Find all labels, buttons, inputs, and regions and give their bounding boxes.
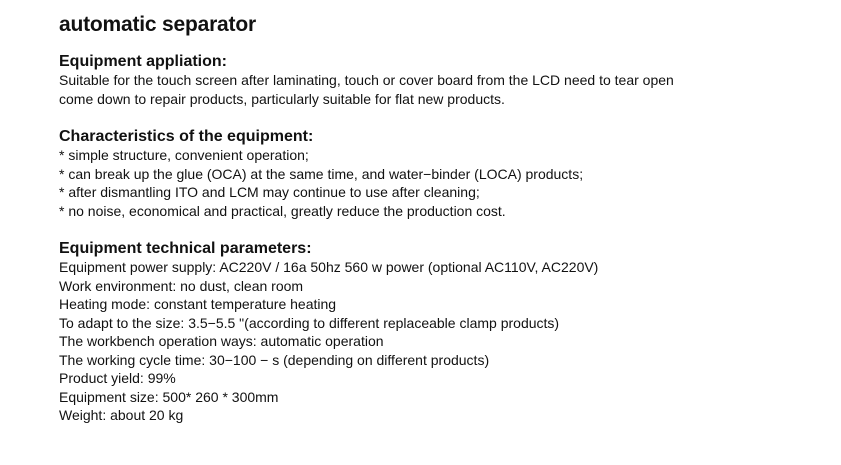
parameters-section <box>59 240 829 425</box>
parameter-product-yield: Product yield: 99% <box>59 370 176 386</box>
characteristic-item: * simple structure, convenient operation; <box>59 147 309 163</box>
characteristic-item: * can break up the glue (OCA) at the same time, and water−binder (LOCA) products; <box>59 165 584 182</box>
parameter-weight: Weight: about 20 kg <box>59 407 184 423</box>
parameter-heating-mode: Heating mode: constant temperature heating <box>59 296 337 312</box>
characteristic-item: * after dismantling ITO and LCM may continue to use after cleaning; <box>59 184 480 200</box>
parameter-operation-way: The workbench operation ways: automatic operation <box>59 333 384 349</box>
characteristics-heading: Characteristics of the equipment: <box>59 128 314 145</box>
application-text-line-2: come down to repair products, particularly suitable for flat new products. <box>59 90 505 107</box>
application-text-line-1: Suitable for the touch screen after laminating, touch or cover board from the LCD need to tear open <box>59 72 674 88</box>
document <box>59 12 829 425</box>
parameter-cycle-time: The working cycle time: 30−100 − s (depending on different products) <box>59 351 490 368</box>
parameter-size-range: To adapt to the size: 3.5−5.5 "(according to different replaceable clamp products) <box>59 314 560 331</box>
application-heading: Equipment appliation: <box>59 53 227 70</box>
parameter-equipment-size: Equipment size: 500* 260 * 300mm <box>59 388 279 405</box>
characteristics-section <box>59 128 829 220</box>
parameter-power-supply: Equipment power supply: AC220V / 16a 50hz 560 w power (optional AC110V, AC220V) <box>59 259 599 275</box>
characteristic-item: * no noise, economical and practical, greatly reduce the production cost. <box>59 202 506 219</box>
page-title: automatic separator <box>59 13 256 36</box>
parameter-work-environment: Work environment: no dust, clean room <box>59 277 304 294</box>
application-section <box>59 53 829 108</box>
parameters-heading: Equipment technical parameters: <box>59 240 312 257</box>
